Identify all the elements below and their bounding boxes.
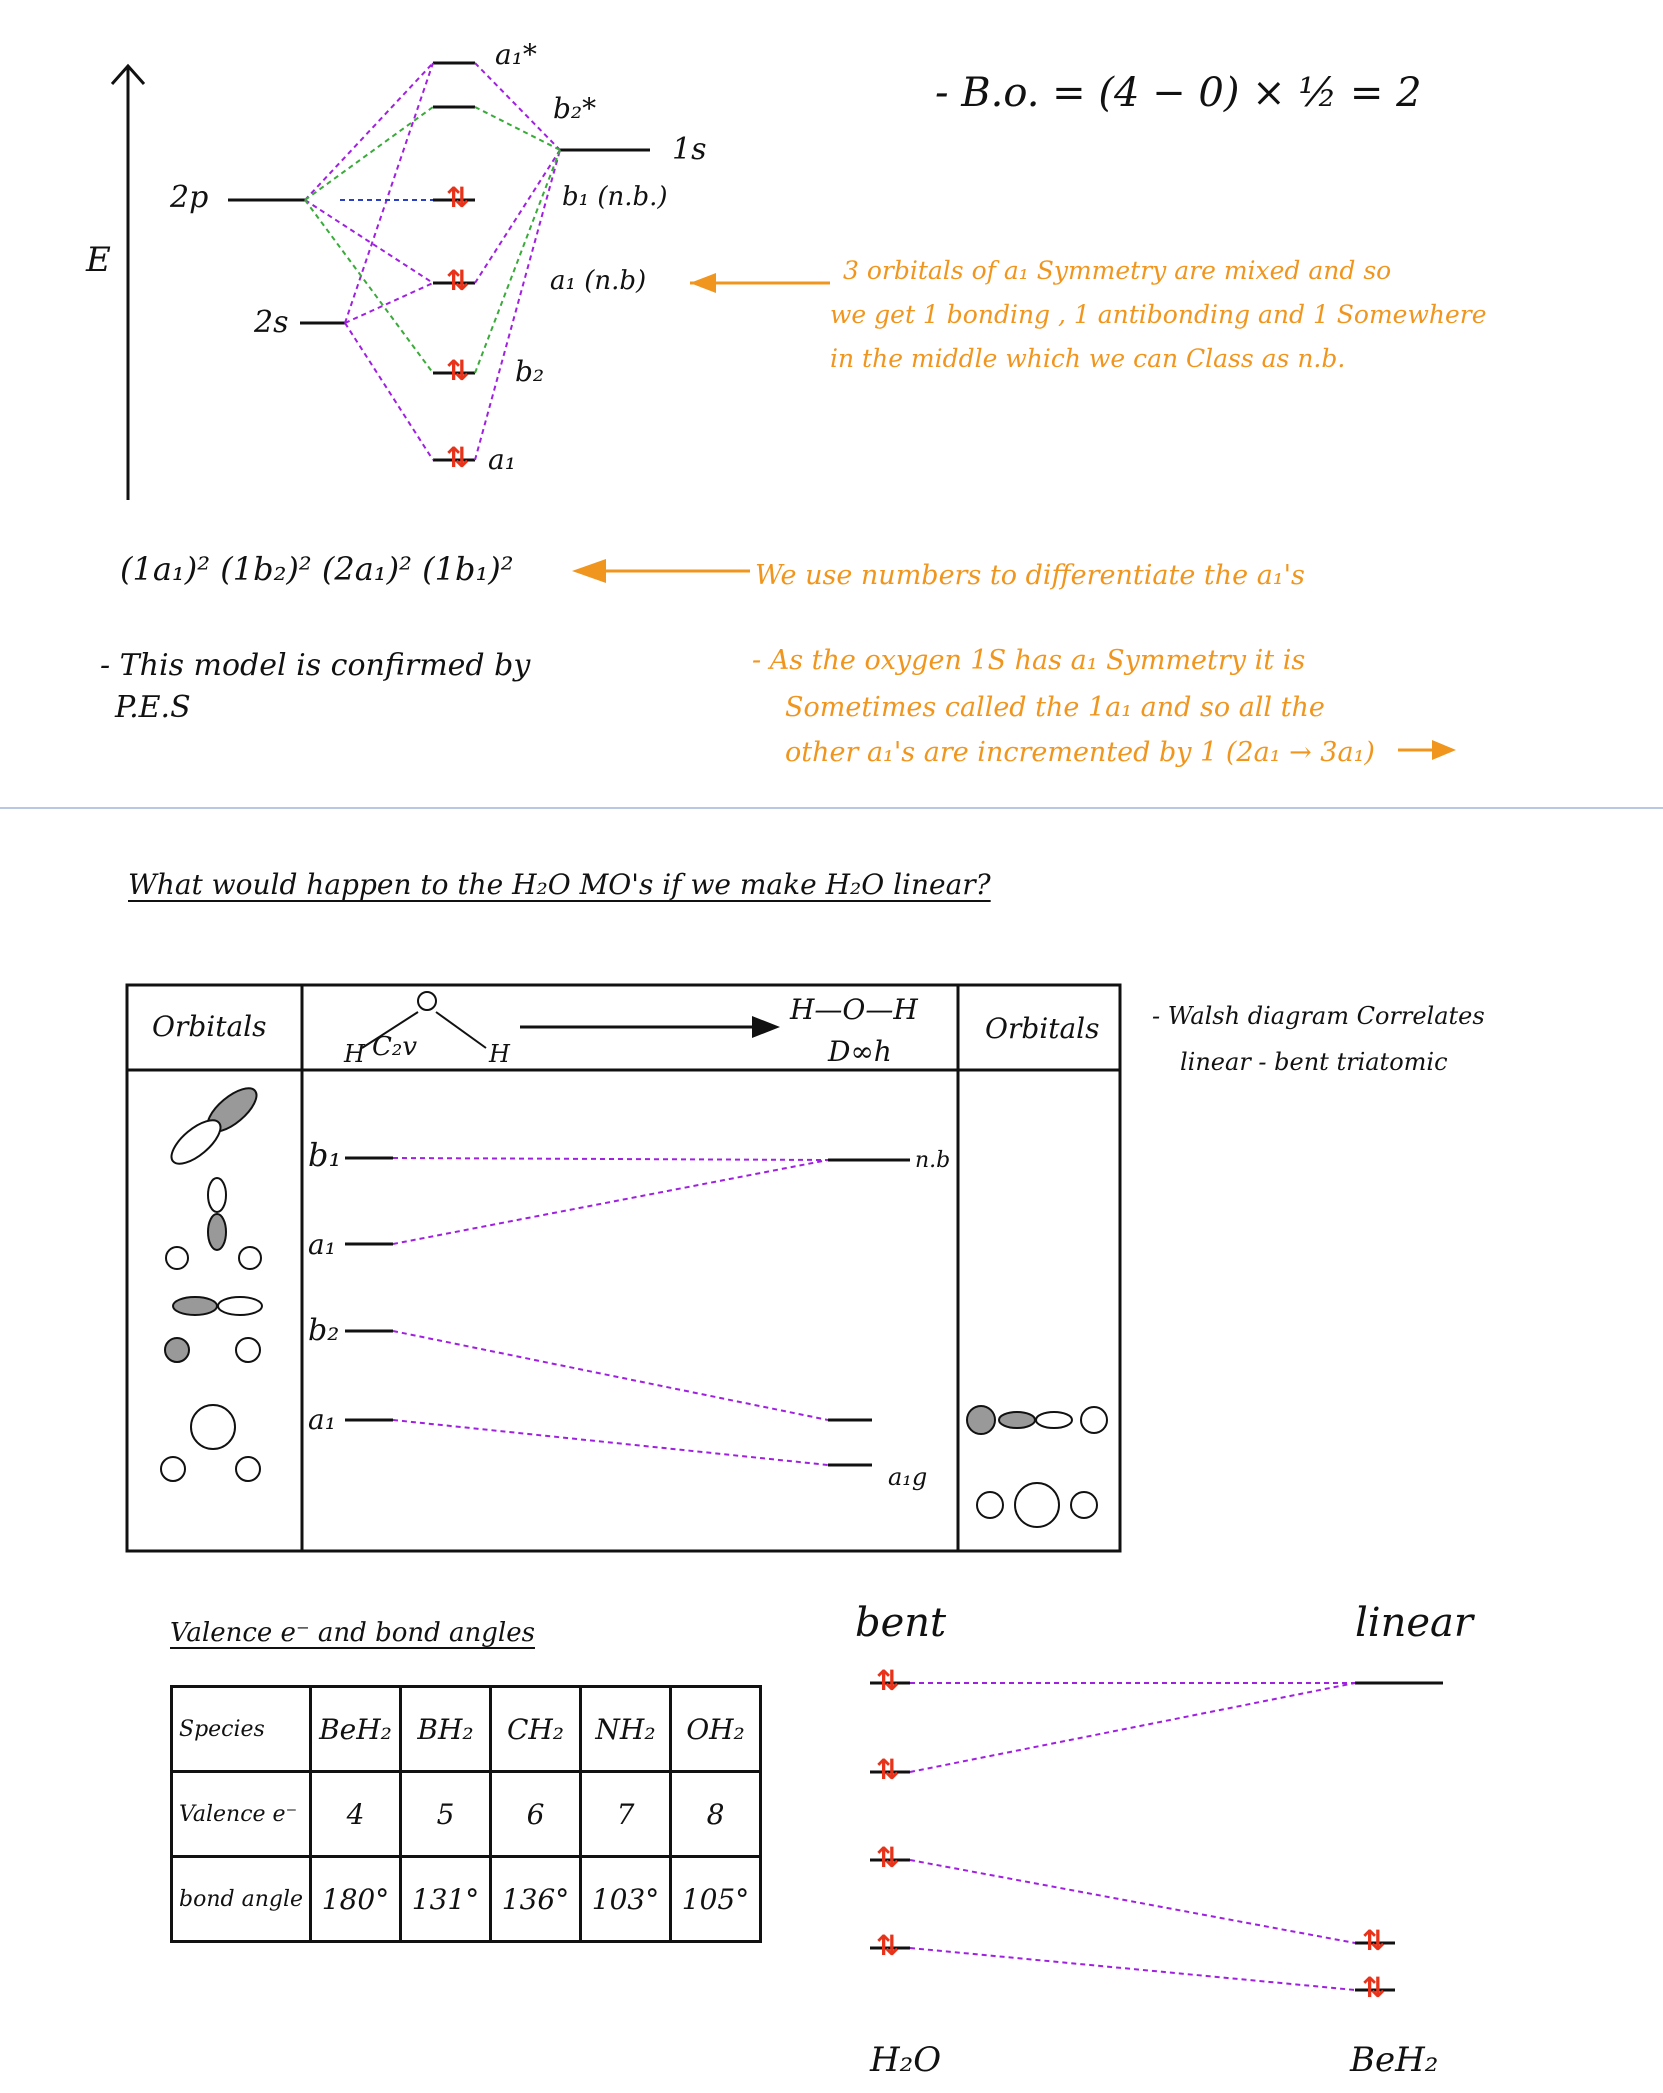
valence-row [172, 1772, 761, 1857]
walsh-question: What would happen to the H₂O MO's if we make H₂O linear? [128, 868, 991, 901]
valence-table [170, 1685, 762, 1943]
numbers-note: We use numbers to differentiate the a₁'s [755, 560, 1305, 591]
bent-h-left: H [344, 1040, 365, 1068]
electron-pair-a1: ⇅ [446, 441, 470, 474]
bond-angle-header: bond angle [172, 1857, 311, 1942]
beh2-label: BeH₂ [1350, 2040, 1439, 2080]
a1-bonding-orbital-sketch [161, 1405, 260, 1481]
atomic-levels [228, 150, 650, 323]
valence-cell: 7 [581, 1772, 671, 1857]
walsh-table-frame [127, 985, 1120, 1551]
valence-cell: 5 [401, 1772, 491, 1857]
mo-label-b1-nb: b₁ (n.b.) [562, 182, 668, 212]
valence-table-title: Valence e⁻ and bond angles [170, 1618, 535, 1648]
mo-label-a1-nb: a₁ (n.b) [550, 266, 647, 296]
mo-label-b2-star: b₂* [553, 92, 597, 125]
species-cell: BH₂ [401, 1687, 491, 1772]
linear-nb-orbital-sketch [967, 1406, 1107, 1434]
walsh-label-a1g: a₁g [888, 1463, 928, 1491]
walsh-label-b1: b₁ [308, 1136, 342, 1174]
oxygen-note-line-2: Sometimes called the 1a₁ and so all the [785, 692, 1325, 723]
linear-title: linear [1355, 1600, 1473, 1646]
bond-angle-row [172, 1857, 761, 1942]
walsh-label-a1-nb: a₁ [308, 1228, 336, 1261]
walsh-label-nb: n.b [915, 1148, 951, 1173]
linear-electron-pair-1: ⇅ [1362, 1924, 1386, 1957]
b1-orbital-sketch [165, 1081, 264, 1171]
linear-a1g-orbital-sketch [977, 1483, 1097, 1527]
species-row [172, 1687, 761, 1772]
level-1s-label: 1s [672, 132, 707, 167]
bond-angle-cell: 180° [311, 1857, 401, 1942]
electron-pair-b2: ⇅ [446, 354, 470, 387]
linear-point-group: D∞h [828, 1035, 892, 1068]
bent-electron-pair-3: ⇅ [876, 1841, 900, 1874]
h2o-label: H₂O [870, 2040, 942, 2080]
bent-point-group: C₂v [372, 1032, 418, 1062]
walsh-note-line-1: - Walsh diagram Correlates [1152, 1002, 1485, 1030]
bond-angle-cell: 136° [491, 1857, 581, 1942]
species-cell: BeH₂ [311, 1687, 401, 1772]
walsh-note-line-2: linear - bent triatomic [1180, 1048, 1448, 1076]
valence-header: Valence e⁻ [172, 1772, 311, 1857]
species-header: Species [172, 1687, 311, 1772]
valence-cell: 8 [671, 1772, 761, 1857]
bent-linear-correlations [910, 1683, 1355, 1990]
valence-cell: 6 [491, 1772, 581, 1857]
linear-molecule: H—O—H [790, 993, 918, 1026]
mo-label-a1: a₁ [488, 443, 516, 476]
bent-linear-levels [870, 1683, 1443, 1990]
bond-order-equation: - B.o. = (4 − 0) × ½ = 2 [935, 70, 1422, 116]
oxygen-note-line-1: - As the oxygen 1S has a₁ Symmetry it is [752, 645, 1306, 676]
model-note-line-1: - This model is confirmed by [100, 648, 531, 683]
bent-h-right: H [489, 1040, 510, 1068]
bent-electron-pair-4: ⇅ [876, 1929, 900, 1962]
energy-axis [112, 66, 144, 500]
walsh-correlations [393, 1158, 828, 1465]
mixing-note-line-3: in the middle which we can Class as n.b. [830, 344, 1346, 373]
level-2s-label: 2s [254, 305, 289, 340]
electron-configuration: (1a₁)² (1b₂)² (2a₁)² (1b₁)² [120, 550, 514, 588]
a1-correlation-lines [305, 63, 560, 460]
mixing-note-line-1: 3 orbitals of a₁ Symmetry are mixed and so [843, 256, 1392, 285]
mixing-note-line-2: we get 1 bonding , 1 antibonding and 1 Somewhere [830, 300, 1487, 329]
valence-cell: 4 [311, 1772, 401, 1857]
species-cell: CH₂ [491, 1687, 581, 1772]
mo-label-a1-star: a₁* [495, 38, 537, 71]
electron-pair-a1-nb: ⇅ [446, 264, 470, 297]
level-2p-label: 2p [170, 180, 209, 215]
walsh-label-a1: a₁ [308, 1403, 336, 1436]
species-cell: OH₂ [671, 1687, 761, 1772]
b2-orbital-sketch [165, 1297, 262, 1362]
bent-title: bent [855, 1600, 947, 1646]
bent-electron-pair-2: ⇅ [876, 1753, 900, 1786]
b2-correlation-lines [305, 107, 560, 373]
walsh-header-right: Orbitals [985, 1012, 1100, 1045]
a1-nb-orbital-sketch [166, 1178, 261, 1269]
mo-levels [433, 63, 475, 460]
walsh-label-b2: b₂ [308, 1313, 340, 1348]
species-cell: NH₂ [581, 1687, 671, 1772]
mo-label-b2: b₂ [515, 355, 545, 388]
energy-axis-label: E [86, 240, 111, 280]
electron-pair-b1: ⇅ [446, 181, 470, 214]
bond-angle-cell: 131° [401, 1857, 491, 1942]
bent-to-linear-arrow [520, 1016, 780, 1038]
bent-electron-pair-1: ⇅ [876, 1664, 900, 1697]
model-note-line-2: P.E.S [115, 690, 191, 725]
walsh-header-left: Orbitals [152, 1010, 267, 1043]
linear-electron-pair-2: ⇅ [1362, 1971, 1386, 2004]
oxygen-note-line-3: other a₁'s are incremented by 1 (2a₁ → 3a₁) [785, 737, 1375, 768]
bond-angle-cell: 105° [671, 1857, 761, 1942]
bond-angle-cell: 103° [581, 1857, 671, 1942]
